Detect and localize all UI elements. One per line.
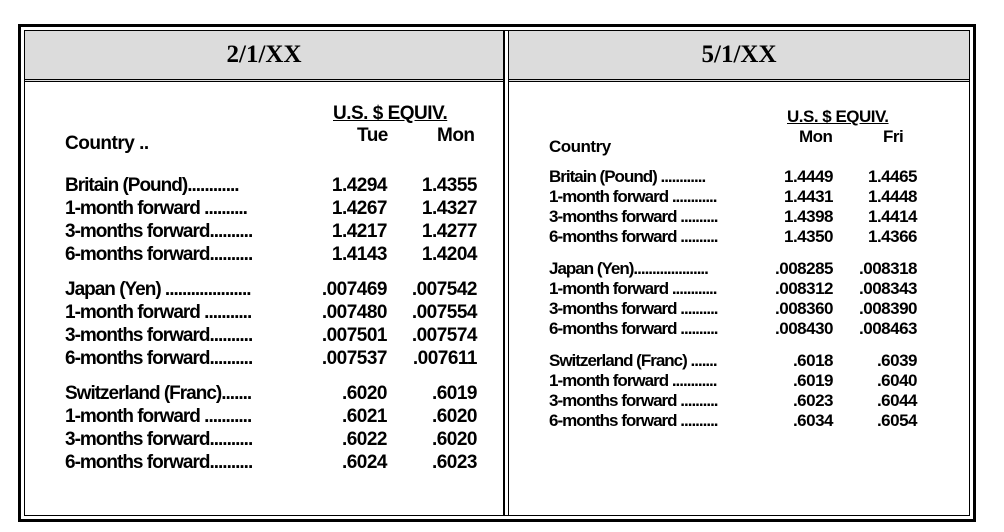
row-value-2: 1.4465 xyxy=(868,167,917,186)
row-value-2: 1.4327 xyxy=(421,198,477,219)
row-value-1: .6022 xyxy=(341,429,387,450)
row-value-2: .007611 xyxy=(412,348,477,369)
row-value-2: .008318 xyxy=(859,259,917,278)
row-value-1: .007480 xyxy=(321,302,387,323)
right-rate-table xyxy=(549,107,969,507)
row-label: 6-months forward.......... xyxy=(65,452,253,473)
row-value-2: .007554 xyxy=(411,302,477,323)
left-rate-table xyxy=(65,103,485,503)
right-col1-header: Mon xyxy=(799,127,833,146)
row-value-2: .6019 xyxy=(431,383,477,404)
row-value-1: .6020 xyxy=(341,383,387,404)
row-value-1: 1.4398 xyxy=(784,207,833,226)
row-value-2: .007574 xyxy=(411,325,477,346)
row-value-2: .6044 xyxy=(876,391,917,410)
row-value-1: .6021 xyxy=(341,406,387,427)
row-value-2: .6023 xyxy=(431,452,477,473)
row-value-2: 1.4277 xyxy=(421,221,477,242)
row-label: 6-months forward .......... xyxy=(549,411,718,430)
row-label: 1-month forward ............ xyxy=(549,279,717,298)
left-date-header xyxy=(25,31,503,82)
row-value-2: .6040 xyxy=(876,371,917,390)
row-value-2: .6020 xyxy=(431,429,477,450)
row-value-1: 1.4267 xyxy=(331,198,387,219)
row-value-2: 1.4414 xyxy=(868,207,917,226)
left-country-header: Country .. xyxy=(65,133,149,154)
row-value-2: 1.4366 xyxy=(868,227,917,246)
row-label: Switzerland (Franc)....... xyxy=(65,383,252,404)
row-value-1: .008285 xyxy=(775,259,833,278)
row-label: 3-months forward.......... xyxy=(65,221,253,242)
outer-frame xyxy=(18,24,976,522)
row-value-2: 1.4355 xyxy=(421,175,477,196)
row-value-1: 1.4217 xyxy=(331,221,387,242)
left-col1-header: Tue xyxy=(357,125,388,146)
row-label: 1-month forward ............ xyxy=(549,371,717,390)
row-value-1: .007537 xyxy=(321,348,387,369)
row-label: 3-months forward.......... xyxy=(65,429,253,450)
row-label: 1-month forward ............ xyxy=(549,187,717,206)
row-value-1: .007501 xyxy=(321,325,387,346)
row-label: Switzerland (Franc) ....... xyxy=(549,351,717,370)
row-label: 1-month forward ........... xyxy=(65,406,252,427)
row-label: 6-months forward .......... xyxy=(549,227,718,246)
row-label: Japan (Yen) .................... xyxy=(65,279,251,300)
row-label: Japan (Yen).................... xyxy=(549,259,708,278)
row-value-1: .008430 xyxy=(775,319,833,338)
row-value-1: .6023 xyxy=(792,391,833,410)
row-value-1: .6034 xyxy=(792,411,833,430)
row-value-2: .008390 xyxy=(859,299,917,318)
row-value-2: .007542 xyxy=(411,279,477,300)
row-label: 3-months forward.......... xyxy=(65,325,253,346)
row-value-2: 1.4448 xyxy=(868,187,917,206)
row-value-2: .008463 xyxy=(859,319,917,338)
row-label: 3-months forward .......... xyxy=(549,299,718,318)
row-value-1: .6018 xyxy=(792,351,833,370)
row-value-1: 1.4350 xyxy=(784,227,833,246)
row-value-1: 1.4143 xyxy=(331,244,387,265)
left-panel xyxy=(25,83,503,515)
row-value-2: .6039 xyxy=(876,351,917,370)
left-date: 2/1/XX xyxy=(226,41,302,68)
right-group-header: U.S. $ EQUIV. xyxy=(787,107,889,126)
row-value-1: 1.4431 xyxy=(784,187,833,206)
row-label: Britain (Pound) ............ xyxy=(549,167,706,186)
row-value-1: .6019 xyxy=(792,371,833,390)
row-value-2: .6054 xyxy=(876,411,917,430)
row-label: Britain (Pound)............ xyxy=(65,175,239,196)
row-value-1: 1.4294 xyxy=(331,175,387,196)
row-value-2: 1.4204 xyxy=(421,244,477,265)
row-value-1: .008360 xyxy=(775,299,833,318)
row-value-1: .008312 xyxy=(775,279,833,298)
row-label: 3-months forward .......... xyxy=(549,391,718,410)
row-value-2: .6020 xyxy=(431,406,477,427)
row-value-1: .6024 xyxy=(341,452,387,473)
right-col2-header: Fri xyxy=(883,127,904,146)
right-panel xyxy=(509,83,969,515)
row-label: 1-month forward ........... xyxy=(65,302,252,323)
row-label: 6-months forward.......... xyxy=(65,244,253,265)
right-country-header: Country xyxy=(549,137,611,156)
right-date-header xyxy=(509,31,969,82)
right-date: 5/1/XX xyxy=(701,41,777,68)
inner-frame xyxy=(24,30,970,516)
row-label: 3-months forward .......... xyxy=(549,207,718,226)
row-label: 6-months forward.......... xyxy=(65,348,253,369)
row-value-1: .007469 xyxy=(321,279,387,300)
row-label: 6-months forward .......... xyxy=(549,319,718,338)
left-col2-header: Mon xyxy=(437,125,475,146)
left-group-header: U.S. $ EQUIV. xyxy=(333,103,448,124)
row-value-1: 1.4449 xyxy=(784,167,833,186)
row-value-2: .008343 xyxy=(859,279,917,298)
row-label: 1-month forward .......... xyxy=(65,198,247,219)
